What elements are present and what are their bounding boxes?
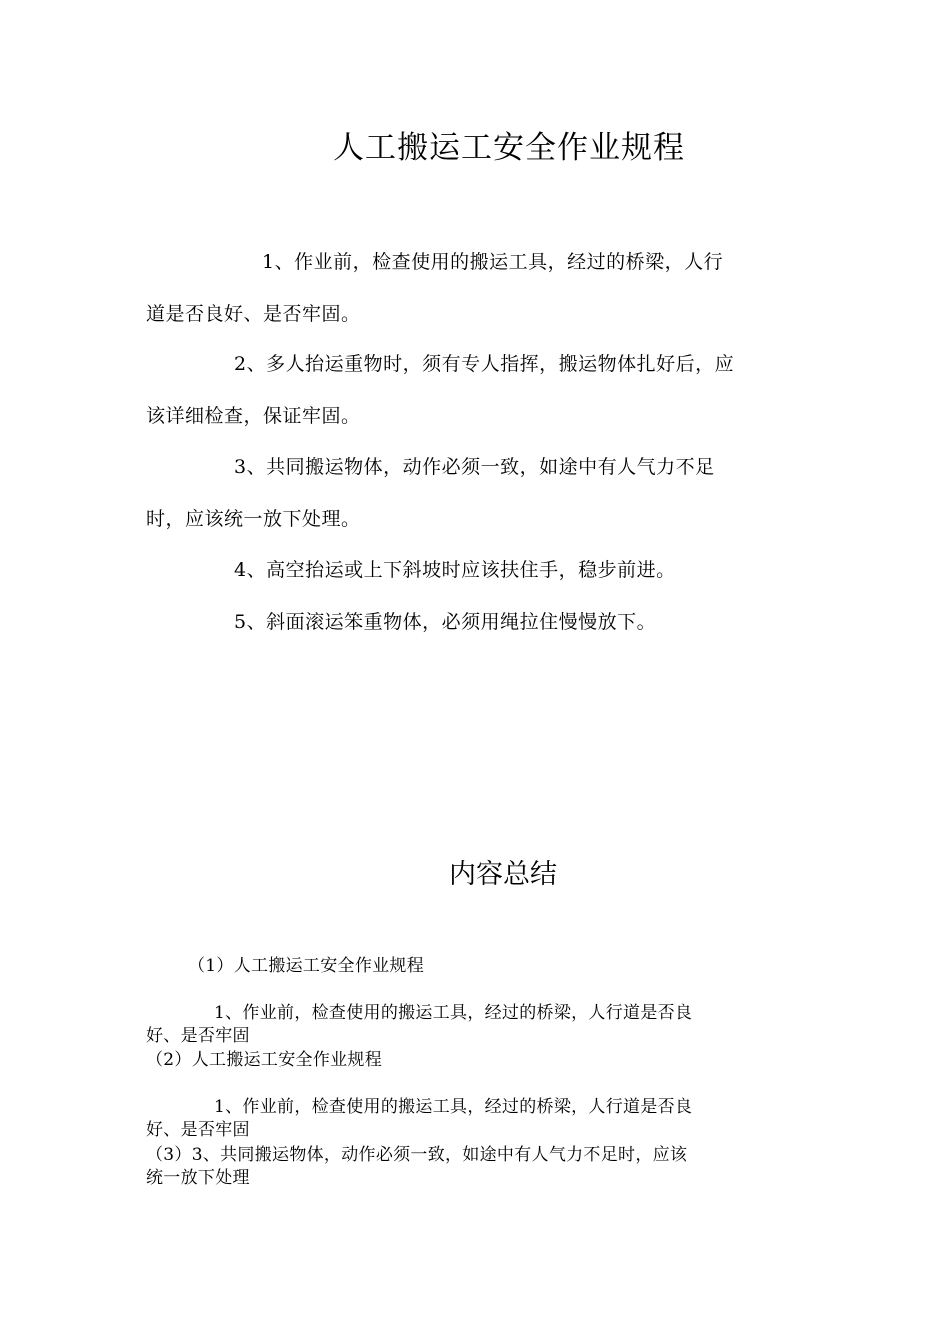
summary-item-3 <box>146 1144 806 1190</box>
rule-4-line-1: 4、高空抬运或上下斜坡时应该扶住手，稳步前进。 <box>234 559 676 581</box>
rule-paragraph-5 <box>146 596 808 648</box>
summary-item-3-body-rest: 统一放下处理 <box>146 1168 250 1188</box>
summary-item-1-body-rest: 好、是否牢固 <box>146 1026 250 1046</box>
rule-2-line-1: 2、多人抬运重物时，须有专人指挥，搬运物体扎好后，应 <box>234 353 735 375</box>
summary-item-1 <box>146 955 806 1048</box>
rule-1-line-1: 1、作业前，检查使用的搬运工具，经过的桥梁，人行 <box>262 251 724 273</box>
rule-3-line-1: 3、共同搬运物体，动作必须一致，如途中有人气力不足 <box>234 456 715 478</box>
summary-item-1-body: 1、作业前，检查使用的搬运工具，经过的桥梁，人行道是否良 <box>214 1003 693 1023</box>
summary-item-3-heading: （3）3、共同搬运物体，动作必须一致，如途中有人气力不足时，应该 <box>146 1145 688 1165</box>
summary-title: 内容总结 <box>449 859 557 890</box>
summary-item-1-heading: （1）人工搬运工安全作业规程 <box>188 956 425 976</box>
summary-item-2-body: 1、作业前，检查使用的搬运工具，经过的桥梁，人行道是否良 <box>214 1097 693 1117</box>
rule-2-line-2: 该详细检查，保证牢固。 <box>146 405 361 427</box>
rule-5-line-1: 5、斜面滚运笨重物体，必须用绳拉住慢慢放下。 <box>234 611 657 633</box>
summary-item-2-heading: （2）人工搬运工安全作业规程 <box>146 1050 383 1070</box>
summary-item-2 <box>146 1049 806 1142</box>
rule-3-line-2: 时，应该统一放下处理。 <box>146 508 361 530</box>
summary-item-2-body-rest: 好、是否牢固 <box>146 1120 250 1140</box>
rule-1-line-2: 道是否良好、是否牢固。 <box>146 303 361 325</box>
rule-paragraph-2 <box>146 338 808 442</box>
page-title: 人工搬运工安全作业规程 <box>333 130 685 166</box>
rule-paragraph-1 <box>146 236 808 340</box>
rule-paragraph-3 <box>146 441 808 545</box>
rule-paragraph-4 <box>146 544 808 596</box>
